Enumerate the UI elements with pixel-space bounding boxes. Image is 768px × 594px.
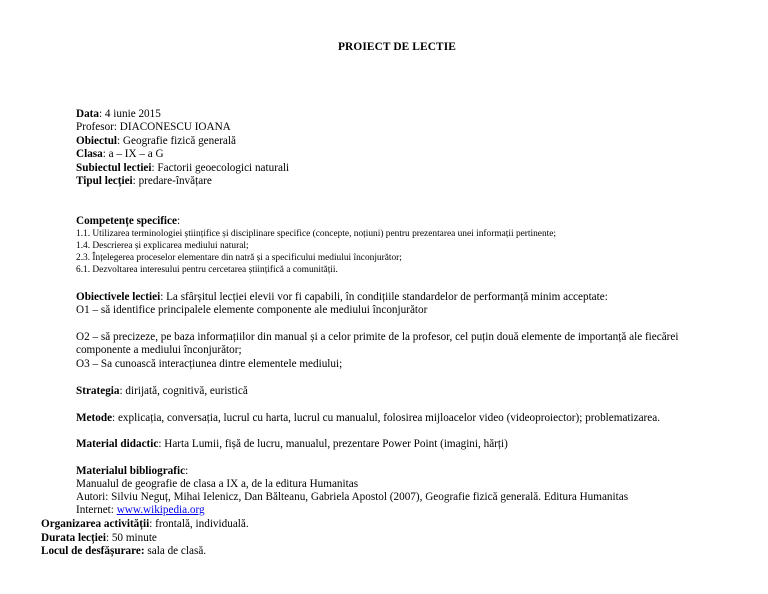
info-label: Subiectul lectiei bbox=[76, 162, 152, 174]
organizare-label: Organizarea activității bbox=[41, 518, 150, 530]
organizare bbox=[41, 518, 249, 530]
material-didactic-label: Material didactic bbox=[76, 438, 159, 450]
info-date bbox=[76, 108, 161, 120]
competenta-item: 1.1. Utilizarea terminologiei științifice și disciplinare specifice (concepte, noțiuni) pentru prezentarea unei informații pertinente; bbox=[76, 229, 557, 239]
competente-heading bbox=[76, 215, 180, 227]
wikipedia-link[interactable]: www.wikipedia.org bbox=[116, 504, 205, 516]
info-subiect bbox=[76, 162, 289, 174]
strategia-value: : dirijată, cognitivă, euristică bbox=[119, 385, 248, 397]
internet-label: Internet: bbox=[76, 504, 117, 516]
bibliografic-suffix: : bbox=[185, 465, 189, 477]
strategia bbox=[76, 385, 248, 397]
competente-suffix: : bbox=[176, 215, 181, 227]
info-value: : predare-învățare bbox=[132, 175, 212, 187]
info-label: Data bbox=[76, 108, 99, 120]
obiectiv-o2-line2: componente a mediului înconjurător; bbox=[76, 344, 242, 356]
info-label: Tipul lecției bbox=[76, 175, 133, 187]
bibliografic-heading bbox=[76, 465, 188, 477]
locul bbox=[41, 545, 206, 557]
bibliografic-internet bbox=[76, 504, 205, 516]
locul-label: Locul de desfășurare: bbox=[41, 545, 145, 557]
metode bbox=[76, 412, 660, 424]
obiective-intro-text: : La sfârșitul lecției elevii vor fi capabili, în condițiile standardelor de performanță minim acceptate: bbox=[160, 291, 608, 303]
bibliografic-line: Autori: Silviu Neguț, Mihai Ielenicz, Dan Bălteanu, Gabriela Apostol (2007), Geografie fizică generală. Editura Humanitas bbox=[76, 491, 629, 503]
info-value: : 4 iunie 2015 bbox=[99, 108, 161, 120]
durata-value: : 50 minute bbox=[105, 532, 157, 544]
info-label: Obiectul bbox=[76, 135, 118, 147]
bibliografic-label: Materialul bibliografic bbox=[76, 465, 186, 477]
material-didactic bbox=[76, 438, 508, 450]
strategia-label: Strategia bbox=[76, 385, 120, 397]
metode-label: Metode bbox=[76, 412, 113, 424]
locul-value: sala de clasă. bbox=[144, 545, 207, 557]
info-clasa bbox=[76, 148, 164, 160]
obiectiv-o1: O1 – să identifice principalele elemente componente ale mediului înconjurător bbox=[76, 304, 428, 316]
organizare-value: : frontală, individuală. bbox=[149, 518, 249, 530]
page-title: PROIECT DE LECTIE bbox=[338, 41, 456, 53]
obiectiv-o2-line1: O2 – să precizeze, pe baza informațiilor din manual și a celor primite de la profesor, cel puțin două elemente de importanță ale fiecărei bbox=[76, 331, 679, 343]
info-value: : a – IX – a G bbox=[102, 148, 164, 160]
obiective-label: Obiectivele lectiei bbox=[76, 291, 161, 303]
info-obiectul bbox=[76, 135, 236, 147]
competenta-item: 1.4. Descrierea și explicarea mediului natural; bbox=[76, 241, 249, 251]
durata bbox=[41, 532, 157, 544]
info-value: Profesor: DIACONESCU IOANA bbox=[76, 121, 231, 133]
info-tipul bbox=[76, 175, 212, 187]
material-didactic-value: : Harta Lumii, fișă de lucru, manualul, prezentare Power Point (imagini, hărți) bbox=[158, 438, 508, 450]
metode-value: : explicația, conversația, lucrul cu harta, lucrul cu manualul, folosirea mijloacelor video (videoproiector); problematizarea. bbox=[112, 412, 661, 424]
competente-label: Competențe specifice bbox=[76, 215, 177, 227]
obiective-intro bbox=[76, 291, 608, 303]
competenta-item: 6.1. Dezvoltarea interesului pentru cercetarea științifică a comunității. bbox=[76, 265, 338, 275]
bibliografic-line: Manualul de geografie de clasa a IX a, de la editura Humanitas bbox=[76, 478, 359, 490]
info-profesor bbox=[76, 121, 231, 133]
info-value: : Geografie fizică generală bbox=[117, 135, 236, 147]
obiectiv-o3: O3 – Sa cunoască interacțiunea dintre elementele mediului; bbox=[76, 358, 343, 370]
durata-label: Durata lecției bbox=[41, 532, 106, 544]
info-value: : Factorii geoecologici naturali bbox=[151, 162, 290, 174]
info-label: Clasa bbox=[76, 148, 103, 160]
competenta-item: 2.3. Înțelegerea proceselor elementare din natră și a specificului mediului înconjurător; bbox=[76, 253, 402, 263]
